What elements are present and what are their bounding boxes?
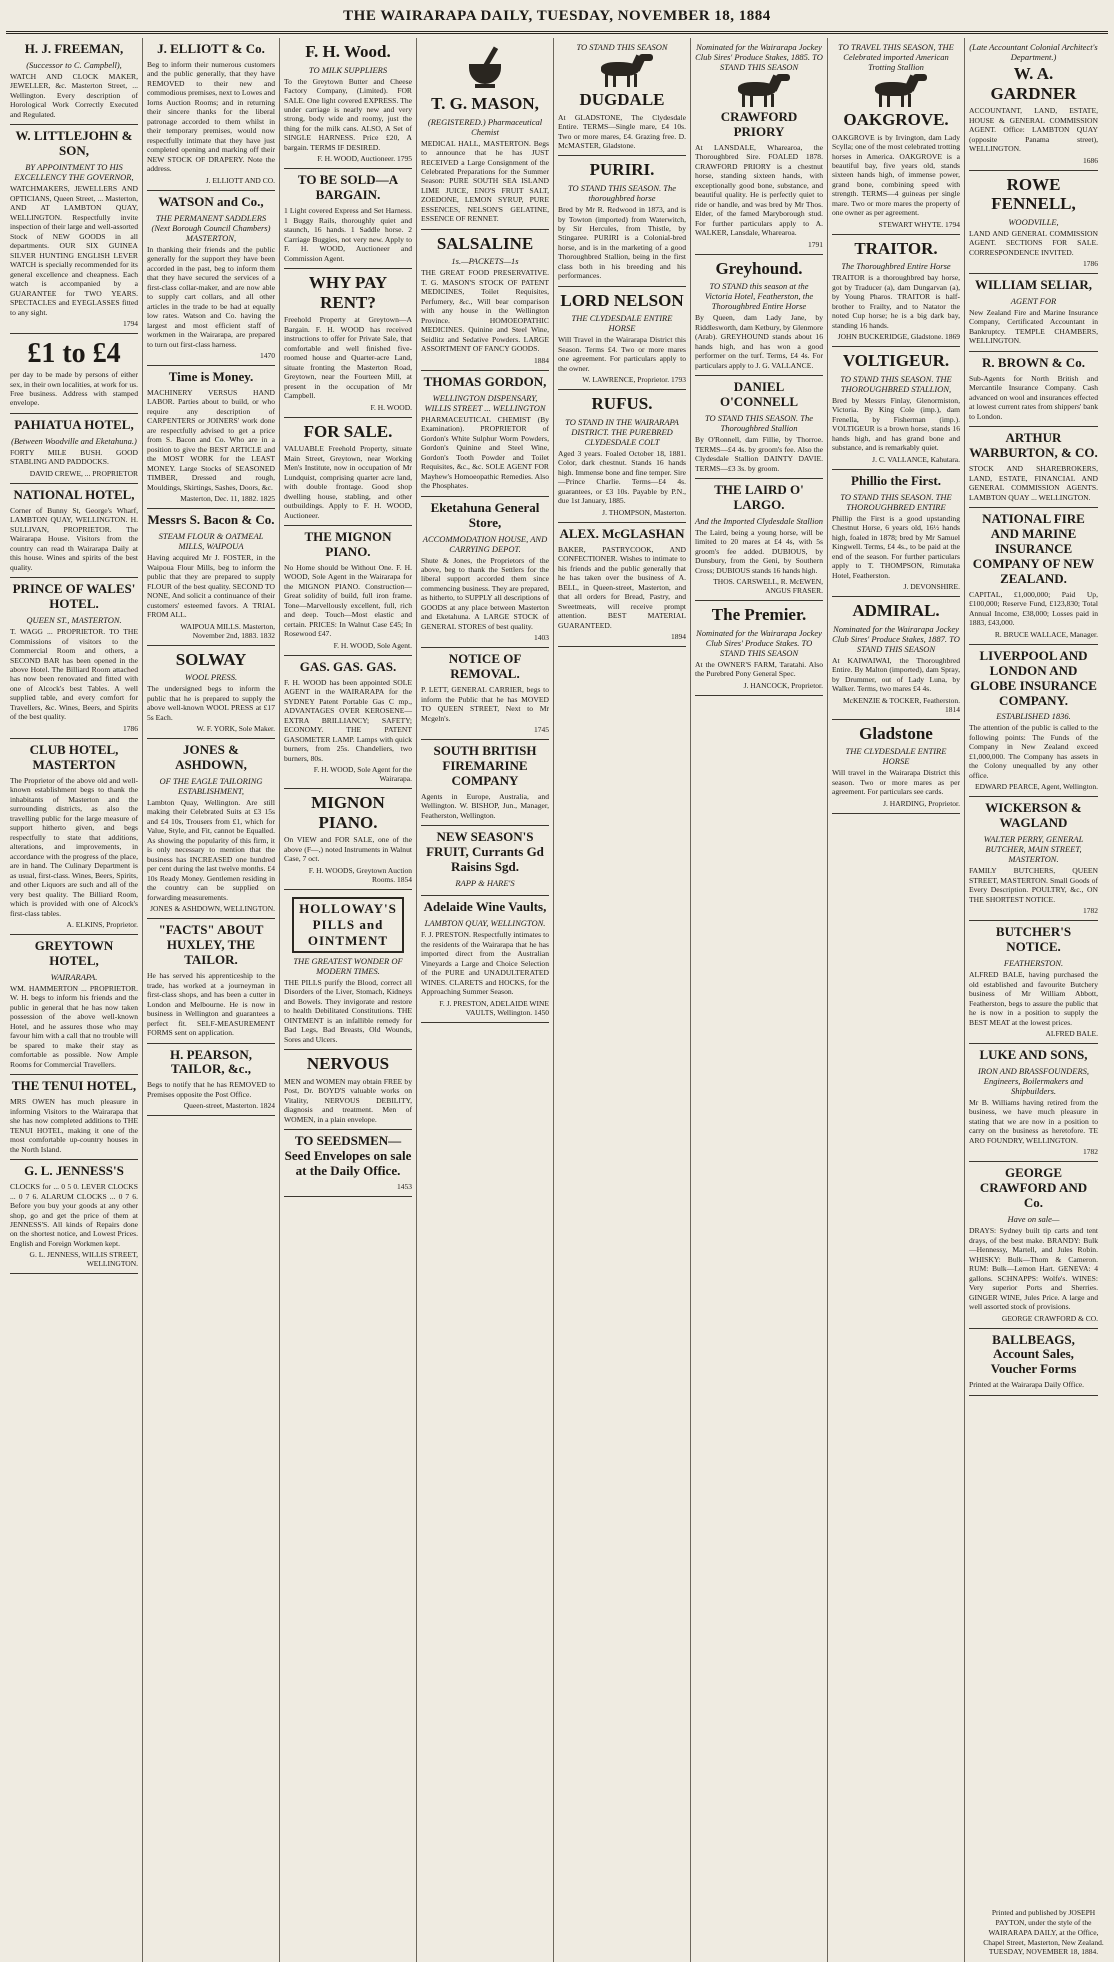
column-4 — [417, 38, 554, 1962]
ad-subtitle: BY APPOINTMENT TO HIS EXCELLENCY THE GOVERNOR, — [14, 162, 134, 183]
ad-footer: EDWARD PEARCE, Agent, Wellington. — [974, 782, 1098, 792]
ad-footer: 1786 — [123, 723, 138, 733]
ad-body: per day to be made by persons of either sex, in their own localities, at work for us. Free business. Address with stamped envelope. — [10, 370, 139, 408]
ad-footer: F. H. WOODS, Greytown Auction Rooms. 1854 — [308, 865, 412, 884]
ad-subtitle: THE CLYDESDALE ENTIRE HORSE — [845, 746, 947, 767]
ad-title: GEORGE CRAWFORD AND Co. — [979, 1165, 1088, 1211]
advertisement — [969, 508, 1098, 645]
ad-body: F. J. PRESTON. Respectfully intimates to the residents of the Wairarapa that he has imported direct from the Australian Vineyards a Large and Choice Selection of the PURE and UNADULTERATED WINES. CLARETS and HOCKS, for the Approaching Summer Season. — [421, 930, 549, 997]
ad-body: Phillip the First is a good upstanding Chestnut Horse, 6 years old, 16½ hands high, foaled in 1878; bred by Mr Samuel Kingwell. Terms, £4 4s., to be paid at the end of the season. For further particulars apply to T. THOMPSON, Rimutaka Hotel, Featherston. — [832, 513, 960, 580]
ad-footer: ALFRED BALE. — [1045, 1028, 1098, 1038]
ad-footer: F. J. PRESTON, ADELAIDE WINE VAULTS, Wellington. 1450 — [439, 998, 549, 1017]
advertisement — [832, 235, 960, 347]
ad-subtitle: (Late Accountant Colonial Architect's Department.) — [969, 42, 1098, 62]
ad-footer: JOHN BUCKERIDGE, Gladstone. 1869 — [837, 332, 960, 342]
advertisement — [421, 648, 549, 740]
ad-body: PHARMACEUTICAL CHEMIST (By Examination). PROPRIETOR of Gordon's White Sulphur Worm Powders, Gordon's Quinine and Steel Wine, Gordon's Tooth Powder and Toilet Requisites, &c., &c. SOLE AGENT FOR Mayhew's Homoeopathic Remedies. Also the Phosphates. — [421, 414, 549, 491]
ad-footer: J. C. VALLANCE, Kahutara. — [872, 454, 960, 464]
ad-footer: R. BRUCE WALLACE, Manager. — [994, 629, 1098, 639]
advertisement — [147, 739, 275, 919]
ad-body: MEDICAL HALL, MASTERTON. Begs to announce that he has JUST RECEIVED a Large Consignment of the Celebrated Preparations for the Summer Season: PURE SOUTH SEA ISLAND LIME JUICE, ENO'S FRUIT SALT, ZOEDONE, LEMON SYRUP, PURE ESSENCES, NELSON'S GELATINE, ESSENCE OF RENNET. — [421, 138, 549, 224]
advertisement — [284, 656, 412, 789]
ad-body: Bred by Mr R. Redwood in 1873, and is by Towton (imported) from Waterwitch, by Sir Hercules, from Thistle, by Stingaree. PURIRI is a Colonial-bred horse, and is in the marketing of a good Thoroughbred Stallion, being in the first class both in his breeding and his performances. — [558, 205, 686, 281]
ad-title: WILLIAM SELIAR, — [974, 277, 1093, 293]
ad-body: ALFRED BALE, having purchased the old established and favourite Butchery business of Mr William Abbott, Featherston, begs to assure the public that he is now in a position to supply the BEST MEAT at the lowest prices. — [969, 970, 1098, 1027]
advertisement — [421, 497, 549, 649]
ad-title: W. LITTLEJOHN & SON, — [15, 128, 133, 159]
advertisement — [695, 255, 823, 376]
advertisement — [421, 38, 549, 230]
ad-title: £1 to £4 — [27, 338, 121, 370]
ad-subtitle: Nominated for the Wairarapa Jockey Club Sires' Produce Stakes. TO STAND THIS SEASON — [696, 627, 822, 658]
ad-body: He has served his apprenticeship to the trade, has worked at a journeyman in first-class shops, and has been a cutter in London and Melbourne. He is now in business in Wellington and guarantees a perfect fit. SELF-MEASUREMENT FORMS sent on application. — [147, 971, 275, 1038]
ad-subtitle: (Successor to C. Campbell), — [26, 59, 122, 70]
ad-title: WATSON and Co., — [158, 193, 264, 209]
advertisement — [284, 526, 412, 656]
advertisement — [695, 601, 823, 696]
advertisement — [147, 509, 275, 645]
ad-title: LIVERPOOL AND LONDON AND GLOBE INSURANCE COMPANY. — [970, 647, 1097, 708]
ad-subtitle: OF THE EAGLE TAILORING ESTABLISHMENT, — [159, 775, 263, 796]
ad-subtitle: IRON AND BRASSFOUNDERS, Engineers, Boilermakers and Shipbuilders. — [977, 1065, 1090, 1096]
ad-body: ACCOUNTANT, LAND, ESTATE, HOUSE & GENERAL COMMISSION AGENT. Office: LAMBTON QUAY (opposite Panama street), WELLINGTON. — [969, 106, 1098, 154]
ad-subtitle: TO MILK SUPPLIERS — [308, 64, 388, 75]
ad-body: Lambton Quay, Wellington. Are still making their Celebrated Suits at £3 15s and £4 10s, Trousers from £1, which for Value, Style, and Fit, cannot be Equalled. As showing the popularity of this firm, it is only necessary to mention that the business has INCREASED one hundred per cent during the last twelve months. £4 10s Ready Money. Gentlemen residing in the country can be supplied on forwarding measurements. — [147, 797, 275, 902]
advertisement — [421, 826, 549, 896]
ad-body: New Zealand Fire and Marine Insurance Company, Certificated Accountant in Bankruptcy. TEMPLE CHAMBERS, WELLINGTON. — [969, 308, 1098, 346]
advertisement — [969, 352, 1098, 427]
ad-title: LORD NELSON — [560, 290, 684, 310]
ad-title: G. L. JENNESS'S — [24, 1163, 124, 1179]
ad-title: "FACTS" ABOUT HUXLEY, THE TAILOR. — [158, 922, 264, 968]
ad-subtitle: And the Imported Clydesdale Stallion — [695, 515, 823, 526]
advertisement — [421, 740, 549, 826]
ad-subtitle: TO STAND IN THE WAIRARAPA DISTRICT. THE PUREBRED CLYDESDALE COLT — [565, 416, 679, 447]
ad-footer: J. THOMPSON, Masterton. — [602, 507, 686, 517]
ad-body: MRS OWEN has much pleasure in informing Visitors to the Wairarapa that she has now completed additions to THE TENUI HOTEL, making it one of the most comfortable up-country houses in the North Island. — [10, 1097, 138, 1154]
advertisement — [10, 1075, 138, 1160]
ad-title: FOR SALE. — [303, 421, 393, 441]
ad-body: STOCK AND SHAREBROKERS, LAND, ESTATE, FINANCIAL AND GENERAL COMMISSION AGENTS. LAMBTON QUAY ... WELLINGTON. — [969, 464, 1098, 502]
ad-title: ADMIRAL. — [852, 601, 940, 621]
advertisement — [969, 921, 1098, 1044]
advertisement — [10, 125, 138, 334]
ad-footer: Masterton, Dec. 11, 1882. 1825 — [180, 494, 275, 504]
ad-footer: J. ELLIOTT AND CO. — [205, 175, 275, 185]
ad-body: TRAITOR is a thoroughbred bay horse, got by Traducer (a), dam Dungarvan (a), by Young Pharos. TRAITOR is half-brother to Frailty, and to Natator the noted Cup horse; he is a big dark bay, standing 16 hands. — [832, 273, 960, 330]
ad-body: BAKER, PASTRYCOOK, AND CONFECTIONER. Wishes to intimate to his friends and the public generally that he has taken over the business of A. BELL, in Queen-street, Masterton, and that all orders for Bread, Pastry, and Sweetmeats, will receive prompt attention. BEST MATERIAL GUARANTEED. — [558, 544, 686, 630]
advertisement — [284, 418, 412, 526]
ad-subtitle: WOOL PRESS. — [184, 672, 238, 683]
ad-title: Eketahuna General Store, — [430, 499, 540, 530]
ad-body: Will travel in the Wairarapa District this season. Two or more mares as per agreement. For particulars see cards. — [832, 768, 960, 797]
ad-subtitle: QUEEN ST., MASTERTON. — [26, 615, 122, 626]
ad-body: OAKGROVE is by Irvington, dam Lady Scylla; one of the most celebrated trotting horses in America. OAKGROVE is a beautiful bay, five years old, stands sixteen hands high, of immense power, grand bone, combining speed with strength. TERMS—4 guineas per single mare. Two or more mares the property of one owner as per agreement. — [832, 132, 960, 218]
ad-subtitle: WAIRARAPA. — [50, 971, 98, 982]
ad-body: By O'Ronnell, dam Fillie, by Thorroe. TERMS—£4 4s. by groom's fee. Also the Clydesdale Stallion DAINTY DAVIE. TERMS—£3 3s. by groom. — [695, 435, 823, 473]
advertisement — [147, 1044, 275, 1117]
ad-body: Bred by Messrs Finlay, Glenormiston, Victoria. By King Cole (imp.), dam Frenella, by Fisherman (imp.). VOLTIGEUR is a brown horse, stands 16 hands high, and has grand bone and substance, and is remarkably quiet. — [832, 395, 960, 453]
ad-body: FAMILY BUTCHERS, QUEEN STREET, MASTERTON. Small Goods of Every Description. POULTRY, &c., ON THE SHORTEST NOTICE. — [969, 866, 1098, 904]
advertisement — [832, 38, 960, 235]
advertisement — [969, 1044, 1098, 1162]
horse-icon — [724, 74, 794, 108]
ad-title: DANIEL O'CONNELL — [719, 379, 798, 410]
advertisement — [558, 390, 686, 522]
column-8 — [965, 38, 1102, 1962]
ad-subtitle: LAMBTON QUAY, WELLINGTON. — [424, 918, 546, 929]
ad-body: Shute & Jones, the Proprietors of the above, beg to thank the Settlers for the liberal support accorded them since commencing business. They are prepared, as hitherto, to SUPPLY all descriptions of GOODS at any place between Masterton and Eketahuna. A LARGE STOCK of GENERAL STORES of best quality. — [421, 555, 549, 631]
ad-title: WICKERSON & WAGLAND — [985, 800, 1082, 831]
ad-body: WATCHMAKERS, JEWELLERS AND OPTICIANS, Queen Street, ... Masterton, AND AT LAMBTON QUAY, WELLINGTON. Respectfully invite inspection of their large and well-assorted Stock of NEW GOODS in all departments. OUR SIX GUINEA SILVER HUNTING ENGLISH LEVER WATCH is specially recommended for its general excellence and cheapness. Each watch is accompanied by a GUARANTEE for TWO YEARS. SPECTACLES and EYEGLASSES fitted to any sight. — [10, 184, 138, 317]
ad-title: J. ELLIOTT & Co. — [157, 41, 265, 56]
ad-title: MIGNON PIANO. — [311, 793, 385, 832]
ad-title: PAHIATUA HOTEL, — [14, 416, 134, 432]
ad-footer: 1453 — [397, 1181, 412, 1191]
ad-footer: GEORGE CRAWFORD & CO. — [1001, 1313, 1098, 1323]
ad-title: Gladstone — [859, 723, 933, 743]
ad-title: SOUTH BRITISH FIREMARINE COMPANY — [433, 743, 537, 789]
columns — [6, 38, 1108, 1962]
ad-footer: Queen-street, Masterton. 1824 — [183, 1101, 275, 1111]
advertisement — [147, 366, 275, 509]
ad-footer: JONES & ASHDOWN, WELLINGTON. — [150, 904, 275, 914]
ad-footer: 1791 — [808, 239, 823, 249]
advertisement — [10, 739, 138, 935]
column-6 — [691, 38, 828, 1962]
ad-body: Printed at the Wairarapa Daily Office. — [969, 1380, 1085, 1390]
ad-body: Sub-Agents for North British and Mercantile Insurance Company. Cash advanced on wool and insurances effected at lowest current rates from shippers' bank to London. — [969, 373, 1098, 421]
ad-title: CRAWFORD PRIORY — [720, 109, 798, 139]
ad-subtitle: ESTABLISHED 1836. — [996, 711, 1071, 722]
advertisement — [558, 287, 686, 390]
ad-body: The Laird, being a young horse, will be limited to 20 mares at £4 4s, with 5s groom's fee added. DUBIOUS, by Dunsbury, from the Geni, by Southern Cross; DUBIOUS stands 16 hands high. — [695, 527, 823, 575]
ad-title: NATIONAL FIRE AND MARINE INSURANCE COMPANY OF NEW ZEALAND. — [972, 511, 1095, 586]
ad-subtitle: ACCOMMODATION HOUSE, AND CARRYING DEPOT. — [422, 533, 548, 554]
ad-body: In thanking their friends and the public generally for the support they have been accorded in the past, beg to inform them that they have secured the services of a first-class collar-maker, and are now able to supply cart collars, and all other articles in the trade to be had at equally low rates. Watson and Co. having the largest and most efficient staff of workmen in the Wairarapa, are prepared to turn out first-class harness. — [147, 244, 275, 349]
ad-title: NOTICE OF REMOVAL. — [448, 651, 522, 682]
ad-title: THE MIGNON PIANO. — [304, 529, 392, 560]
ad-title: DUGDALE — [579, 90, 665, 109]
advertisement — [10, 1160, 138, 1274]
ad-body: VALUABLE Freehold Property, situate Main Street, Greytown, near Working Men's Institute, now in occupation of Mr Lundquist, comprising quarter acre land, with double frontage. Good shop dwelling house, stabling, and other outbuildings. Apply to F. H. WOOD, Auctioneer. — [284, 444, 412, 520]
ad-footer: G. L. JENNESS, WILLIS STREET, WELLINGTON. — [29, 1250, 138, 1269]
ad-footer: THOS. CARSWELL, R. McEWEN, ANGUS FRASER. — [713, 577, 823, 596]
ad-title: THE TENUI HOTEL, — [11, 1078, 137, 1094]
ad-title: TO SEEDSMEN—Seed Envelopes on sale at the Daily Office. — [284, 1133, 412, 1178]
ad-body: WATCH AND CLOCK MAKER, JEWELLER, &c. Masterton Street, ... Wellington. Every description of Horological Work Correctly Executed and Regulated. — [10, 71, 138, 119]
ad-title: H. J. FREEMAN, — [24, 41, 124, 56]
advertisement — [421, 896, 549, 1022]
advertisement — [10, 334, 138, 414]
ad-title: Messrs S. Bacon & Co. — [147, 512, 275, 528]
advertisement — [695, 38, 823, 255]
column-1 — [6, 38, 143, 1962]
ad-subtitle: TO STAND THIS SEASON — [576, 42, 668, 52]
ad-title: THE LAIRD O' LARGO. — [714, 481, 804, 512]
ad-footer: 1403 — [534, 633, 549, 643]
ad-subtitle: AGENT FOR — [1010, 296, 1057, 306]
ad-subtitle: TO STAND THIS SEASON. The thoroughbred horse — [567, 183, 677, 204]
ad-footer: F. H. WOOD, Sole Agent for the Wairarapa. — [313, 765, 412, 784]
advertisement — [832, 347, 960, 469]
advertisement — [147, 919, 275, 1043]
ad-footer: WAIPOUA MILLS. Masterton, November 2nd, 1883. 1832 — [180, 621, 275, 640]
column-7 — [828, 38, 965, 1962]
ad-body: At the OWNER'S FARM, Taratahi. Also the Purebred Pony General Spec. — [695, 659, 823, 679]
ad-title: WHY PAY RENT? — [308, 273, 388, 312]
ad-subtitle: TO STAND THIS SEASON. THE THOROUGHBRED ENTIRE — [840, 491, 952, 512]
ad-body: On VIEW and FOR SALE, one of the above (F—,) noted Instruments in Walnut Case, 7 oct. — [284, 835, 412, 864]
ad-footer: A. ELKINS, Proprietor. — [66, 920, 138, 930]
advertisement — [284, 1050, 412, 1130]
ad-title: NEW SEASON'S FRUIT, Currants Gd Raisins Sgd. — [426, 829, 544, 875]
ad-subtitle: Nominated for the Wairarapa Jockey Club Sires' Produce Stakes, 1885. TO STAND THIS SEASON — [695, 42, 823, 72]
ad-footer: 1786 — [1083, 259, 1098, 269]
ad-subtitle: TO STAND THIS SEASON. The Thoroughbred Stallion — [704, 413, 814, 434]
ad-title: PURIRI. — [589, 160, 655, 180]
advertisement — [832, 720, 960, 814]
horse-icon — [861, 74, 931, 108]
horse-icon — [587, 54, 657, 88]
ad-title: F. H. Wood. — [305, 42, 391, 61]
ad-subtitle: WOODVILLE, — [1008, 216, 1059, 227]
ad-body: By Queen, dam Lady Jane, by Riddlesworth, dam Ketbury, by Glenmore (Arab). GREYHOUND stands about 16 hands high, and has won a good performer on the turf. Terms, £4 4s. For particulars apply to J. G. VALLANCE. — [695, 313, 823, 370]
ad-subtitle: TO STAND THIS SEASON. THE THOROUGHBRED STALLION, — [840, 373, 952, 394]
advertisement — [969, 1162, 1098, 1328]
ad-footer: W. F. YORK, Sole Maker. — [196, 724, 275, 734]
advertisement — [147, 38, 275, 191]
ad-body: F. H. WOOD has been appointed SOLE AGENT in the WAIRARAPA for the SYDNEY Patent Portable Gas C mp., ADVANTAGES OVER KEROSENE—EXTRA BRILLIANCY; SAFETY; ECONOMY. THE PATENT GASOMETER LAMP. Lamps with quick burners, from 25s. Chandeliers, two burners, 80s. — [284, 677, 412, 763]
ad-footer: 1884 — [534, 355, 549, 365]
advertisement — [421, 230, 549, 371]
ad-body: Having acquired Mr J. FOSTER, in the Waipoua Flour Mills, beg to inform the public that they are prepared to supply FLOUR of the best quality. SECOND TO NONE, And solicit a continuance of their customers' esteemed favors. A TRIAL FROM ALL. — [147, 553, 275, 620]
ad-body: The Proprietor of the above old and well-known establishment begs to thank the inhabitants of Masterton and the surrounding districts, as also the travelling public for the large measure of support hitherto given, and begs respectfully to state that additions, alterations, and improvements, in accordance with the progress of the place, are in hand. The Culinary Department is as usual, first-class. Wines, Beers, Spirits, and other Liquors are such and all of the very best quality. The Billiard Room, which is provided with one of Alcock's first-class tables. — [10, 775, 138, 918]
ad-body: The attention of the public is called to the following points: The Funds of the Company in New Zealand exceed £1,000,000. The Company has assets in the Colony unequalled by any other office. — [969, 723, 1098, 780]
advertisement — [969, 797, 1098, 921]
ad-body: At GLADSTONE, The Clydesdale Entire. TERMS—Single mare, £4 10s. Two or more mares, £4. Grazing free. D. McMASTER, Gladstone. — [558, 112, 686, 150]
ad-footer: F. H. WOOD, Sole Agent. — [333, 640, 412, 650]
ad-title: ARTHUR WARBURTON, & CO. — [969, 430, 1098, 461]
ad-body: Beg to inform their numerous customers and the public generally, that they have REMOVED to their new and commodious premises, next to Lowes and Iorns Auction Rooms; and in returning their sincere thanks for the liberal patronage accorded to them whilst in their temporary premises, would now respectfully intimate that they have just completed opening and marking off their NEW STOCK OF DRAPERY. Note the address. — [147, 59, 275, 174]
ad-body: At KAIWAIWAI, the Thoroughbred Entire. By Malton (imported), dam Spray, by Drummer, out of Lady Luna, by Walker. Terms, two mares £4 4s. — [832, 655, 960, 694]
ad-subtitle: (Between Woodville and Eketahuna.) — [11, 435, 137, 446]
mortar-pestle-icon — [465, 46, 505, 90]
advertisement — [969, 427, 1098, 508]
ad-body: Agents in Europe, Australia, and Wellington. W. BISHOP, Jun., Manager, Featherston, Wellington. — [421, 792, 549, 820]
advertisement — [558, 38, 686, 156]
ad-body: Begs to notify that he has REMOVED to Premises opposite the Post Office. — [147, 1080, 275, 1099]
ad-body: LAND AND GENERAL COMMISSION AGENT. SECTIONS FOR SALE. CORRESPONDENCE INVITED. — [969, 228, 1098, 257]
ad-title: HOLLOWAY'S PILLS and OINTMENT — [292, 897, 404, 953]
ad-subtitle: TO STAND this season at the Victoria Hotel, Featherston, the Thoroughbred Entire Horse — [704, 281, 814, 312]
advertisement — [558, 523, 686, 647]
ad-subtitle: (REGISTERED.) Pharmaceutical Chemist — [427, 116, 543, 137]
ad-footer: DAVID CREWE, ... PROPRIETOR — [29, 468, 138, 478]
ad-subtitle: THE CLYDESDALE ENTIRE HORSE — [571, 313, 673, 334]
ad-body: CAPITAL, £1,000,000; Paid Up, £100,000; Reserve Fund, £123,830; Total Annual Income, £38,000; Losses paid in 1883, £43,000. — [969, 589, 1098, 628]
ad-title: THOMAS GORDON, — [423, 373, 547, 389]
ad-title: LUKE AND SONS, — [979, 1046, 1088, 1062]
ad-footer: 1894 — [671, 632, 686, 642]
ad-footer: J. HARDING, Proprietor. — [883, 798, 960, 808]
ad-title: ROWE FENNELL, — [991, 174, 1076, 214]
ad-title: JONES & ASHDOWN, — [175, 742, 247, 773]
imprint: Printed and published by JOSEPH PAYTON, under the style of the WAIRARAPA DAILY, at the Office, Chapel Street, Masterton, New Zealand. TUESDAY, NOVEMBER 18, 1884. — [983, 1908, 1104, 1957]
advertisement — [10, 578, 138, 739]
ad-subtitle: 1s.—PACKETS—1s — [451, 256, 519, 267]
advertisement — [284, 38, 412, 169]
advertisement — [558, 156, 686, 286]
ad-footer: 1782 — [1083, 906, 1098, 916]
advertisement — [284, 890, 412, 1050]
advertisement — [147, 191, 275, 366]
advertisement — [969, 1329, 1098, 1396]
advertisement — [695, 376, 823, 479]
ad-title: CLUB HOTEL, MASTERTON — [29, 741, 119, 772]
ad-subtitle: Have on sale— — [1007, 1214, 1060, 1225]
ad-body: THE GREAT FOOD PRESERVATIVE. T. G. MASON'S STOCK OF PATENT MEDICINES, Toilet Requisites, Perfumery, &c., Will bear comparison with any house in the Wellington Province. HOMOEOPATHIC MEDICINES. Quinine and Steel Wine, Seidlitz and Sedative Powders. LARGE ASSORTMENT OF FANCY GOODS. — [421, 268, 549, 354]
ad-footer: 1745 — [534, 725, 549, 735]
ad-body: No Home should be Without One. F. H. WOOD, Sole Agent in the Wairarapa for the MIGNON PIANO. Construction—Great solidity of build, full iron frame. Tone—Marvellously excellent, full, rich and deep. Touch—Most elastic and certain. PRICES: In Walnut Case £45; In Rosewood £47. — [284, 562, 412, 639]
ad-title: NERVOUS — [306, 1054, 390, 1074]
advertisement — [10, 484, 138, 578]
advertisement — [284, 1130, 412, 1197]
advertisement — [284, 269, 412, 417]
ad-footer: F. H. WOOD, Auctioneer. 1795 — [317, 154, 412, 164]
ad-subtitle: WELLINGTON DISPENSARY, WILLIS STREET ... WELLINGTON — [424, 392, 546, 413]
ad-subtitle: FEATHERSTON. — [1003, 958, 1064, 969]
ad-title: OAKGROVE. — [843, 110, 949, 129]
advertisement — [421, 371, 549, 497]
ad-title: SALSALINE — [436, 233, 534, 253]
ad-subtitle: The Thoroughbred Entire Horse — [841, 261, 951, 272]
ad-title: VOLTIGEUR. — [842, 351, 950, 371]
ad-title: R. BROWN & Co. — [982, 354, 1085, 370]
ad-title: TO BE SOLD—A BARGAIN. — [297, 172, 399, 203]
ad-footer: McKENZIE & TOCKER, Featherston. 1814 — [842, 695, 960, 714]
ad-body: DRAYS: Sydney built tip carts and tent drays, of the best make. BRANDY: Bulk—Hennessy, Martell, and Jules Robin. WHISKY: Bulk—Thom & Cameron. RUM: Bulk—Lemon Hart. GENEVA: 4 gallons. SCHNAPPS: Wolfe's. WINES: Very superior Ports and Sherries. GINGER WINE, Jules Price. A large and well assorted stock of provisions. — [969, 1226, 1098, 1312]
ad-footer: 1470 — [260, 351, 275, 361]
ad-title: H. PEARSON, TAILOR, &c., — [170, 1046, 252, 1077]
advertisement — [969, 274, 1098, 352]
ad-body: P. LETT, GENERAL CARRIER, begs to inform the Public that he has MOVED TO QUEEN STREET, Next to Mr Mcgeln's. — [421, 685, 549, 723]
column-5 — [554, 38, 691, 1962]
column-3 — [280, 38, 417, 1962]
ad-title: Time is Money. — [168, 369, 254, 385]
ad-subtitle: RAPP & HARE'S — [455, 878, 515, 889]
ad-title: Phillio the First. — [851, 472, 941, 488]
advertisement — [969, 38, 1098, 171]
ad-body: 1 Light covered Express and Set Harness. 1 Buggy Rails, thoroughly quiet and staunch, 16 hands. 1 Saddle horse. 2 Carriage Buggies, not very new. Apply to F. H. WOOD, Auctioneer and Commission Agent. — [284, 206, 412, 263]
advertisement — [832, 470, 960, 597]
ad-body: THE PILLS purify the Blood, correct all Disorders of the Liver, Stomach, Kidneys and Bowels. They invigorate and restore to health Debilitated Constitutions. THE OINTMENT is an infallible remedy for Bad Legs, Bad Breasts, Old Wounds, Sores and Ulcers. — [284, 977, 412, 1044]
advertisement — [832, 597, 960, 719]
advertisement — [10, 935, 138, 1075]
ad-title: BALLBEAGS, Account Sales, Voucher Forms — [990, 1331, 1077, 1377]
ad-title: T. G. MASON, — [431, 94, 539, 113]
ad-body: FORTY MILE BUSH. GOOD STABLING AND PADDOCKS. — [10, 447, 138, 467]
advertisement — [284, 789, 412, 890]
ad-footer: W. LAWRENCE, Proprietor. 1793 — [582, 375, 686, 385]
ad-body: Corner of Bunny St, George's Wharf, LAMBTON QUAY, WELLINGTON. H. SULLIVAN, PROPRIETOR. The Wairarapa House. Visitors from the country can read th Wairarapa Daily at this house. Wines and spirits of the best quality. — [10, 505, 138, 572]
advertisement — [969, 171, 1098, 275]
ad-body: MACHINERY VERSUS HAND LABOR. Parties about to build, or who require any description of CARPENTERS or JOINERS' work done are respectfully advised to get a price from S. Bacon and Co. Who are in a position to give the BEST ARTICLE and the MOST WORK for the LEAST MONEY. Large Stocks of SEASONED TIMBER, Dressed and rough, Mouldings, Skirtings, Sashes, Doors, &c. — [147, 387, 275, 492]
advertisement — [10, 38, 138, 125]
ad-subtitle: STEAM FLOUR & OATMEAL MILLS, WAIPOUA — [158, 531, 264, 552]
ad-body: Freehold Property at Greytown—A Bargain. F. H. WOOD has received instructions to offer for Private Sale, that comfortable and well finished five-roomed house and Quarter-acre Land, situate fronting the Masterton Road, Greytown, near the Fourteen Mill, at present in the occupation of Mr Campbell. — [284, 315, 412, 401]
ad-title: TRAITOR. — [854, 238, 938, 258]
ad-body: MEN and WOMEN may obtain FREE by Post, Dr. BOYD'S valuable works on Vitality, NERVOUS DEBILITY, diagnosis and treatment. Men of WOMEN, in a plain envelope. — [284, 1076, 412, 1124]
advertisement — [284, 169, 412, 269]
ad-subtitle: THE GREATEST WONDER OF MODERN TIMES. — [293, 955, 403, 976]
ad-body: Will Travel in the Wairarapa District this Season. Terms £4. Two or more mares one agreement. For particulars apply to the owner. — [558, 335, 686, 373]
advertisement — [147, 646, 275, 739]
ad-title: BUTCHER'S NOTICE. — [995, 924, 1072, 955]
ad-footer: F. H. WOOD. — [370, 402, 412, 412]
ad-footer: 1686 — [1083, 155, 1098, 165]
ad-body: WM. HAMMERTON ... PROPRIETOR. W. H. begs to inform his friends and the public in general that he has now taken possession of the above well-known Hotel, and he assures those who may favour him with a call that no trouble will be spared to make their stay as comfortable as possible. Now Ample Rooms for Commercial Travellers. — [10, 983, 138, 1069]
ad-footer: J. HANCOCK, Proprietor. — [743, 680, 823, 690]
ad-title: PRINCE OF WALES' HOTEL. — [12, 581, 136, 612]
ad-title: SOLWAY — [175, 649, 247, 669]
ad-body: At LANSDALE, Wharearoa, the Thoroughbred Sire. FOALED 1878. CRAWFORD PRIORY is a chestnut horse, standing sixteen hands, with exceptionally good bone, substance, and beautiful quality. He is perfectly quiet to ride or handle, and was bred by Mr Thos. Elder, of the famed Maryborough stud. For further particulars apply to A. WALKER, Lansdale, Wharearoa. — [695, 142, 823, 238]
ad-title: W. A. GARDNER — [990, 64, 1077, 103]
ad-title: The Premier. — [711, 605, 807, 625]
ad-footer: 1794 — [123, 319, 138, 329]
ad-footer: 1782 — [1083, 1147, 1098, 1157]
ad-subtitle: TO TRAVEL THIS SEASON, THE Celebrated imported American Trotting Stallion — [838, 42, 954, 72]
ad-title: GREYTOWN HOTEL, — [34, 938, 114, 968]
ad-body: The undersigned begs to inform the public that he is prepared to supply the above well-known WOOL PRESS at £17 5s Each. — [147, 684, 275, 722]
ad-body: To the Greytown Butter and Cheese Factory Company, (Limited). FOR SALE. One light covered EXPRESS. The under carriage is nearly new and very strong, body wide and roomy, just the thing for the milk cans. ALSO, A Set of SINGLE HARNESS. Price £20, A bargain. TERMS IF DESIRED. — [284, 76, 412, 152]
ad-body: Mr B. Williams having retired from the business, we have much pleasure in stating that we are now in a position to carry on the business as heretofore. TE ARO FOUNDRY, WELLINGTON. — [969, 1097, 1098, 1145]
ad-footer: J. DEVONSHIRE. — [903, 582, 960, 592]
ad-subtitle: THE PERMANENT SADDLERS (Next Borough Council Chambers) MASTERTON, — [151, 212, 271, 243]
ad-title: Greyhound. — [715, 258, 803, 278]
column-2 — [143, 38, 280, 1962]
advertisement — [695, 479, 823, 601]
ad-body: CLOCKS for ... 0 5 0. LEVER CLOCKS ... 0 7 6. ALARUM CLOCKS ... 0 7 6. Before you buy your goods at any other shop, go and get the price of them at JENNESS'S. All kinds of Repairs done on the shortest notice, and Lowest Prices. English and Foreign Workmen kept. — [10, 1182, 138, 1248]
ad-footer: STEWART WHYTE. 1794 — [878, 219, 960, 229]
ad-subtitle: Nominated for the Wairarapa Jockey Club Sires' Produce Stakes, 1887. TO STAND THIS SEASON — [832, 623, 960, 654]
ad-title: GAS. GAS. GAS. — [299, 658, 397, 674]
ad-subtitle: WALTER PERRY, GENERAL BUTCHER, MAIN STREET, MASTERTON. — [983, 834, 1084, 865]
advertisement — [969, 645, 1098, 798]
ad-title: ALEX. McGLASHAN — [559, 525, 685, 541]
ad-body: T. WAGG ... PROPRIETOR. TO THE Commissions of visitors to the Commercial Room and others, a SECOND BAR has been opened in the above Hotel. The Billiard Room attached has now been renovated and fitted with one of Alcock's best Tables. A well supplied table, and every comfort for Travellers, &c. Wines, Beers, and Spirits of the best quality. — [10, 627, 138, 722]
ad-body: Aged 3 years. Foaled October 18, 1881. Color, dark chestnut. Stands 16 hands high. Immense bone and fine temper. Sire—Prince Charlie. Terms—£4 4s. guarantees, or £3 10s. Payable by P.N., due 1st January, 1885. — [558, 448, 686, 506]
advertisement — [10, 414, 138, 484]
masthead: THE WAIRARAPA DAILY, TUESDAY, NOVEMBER 18, 1884 — [6, 6, 1108, 34]
ad-title: RUFUS. — [591, 394, 653, 414]
ad-title: NATIONAL HOTEL, — [13, 486, 135, 502]
ad-title: Adelaide Wine Vaults, — [423, 899, 547, 915]
